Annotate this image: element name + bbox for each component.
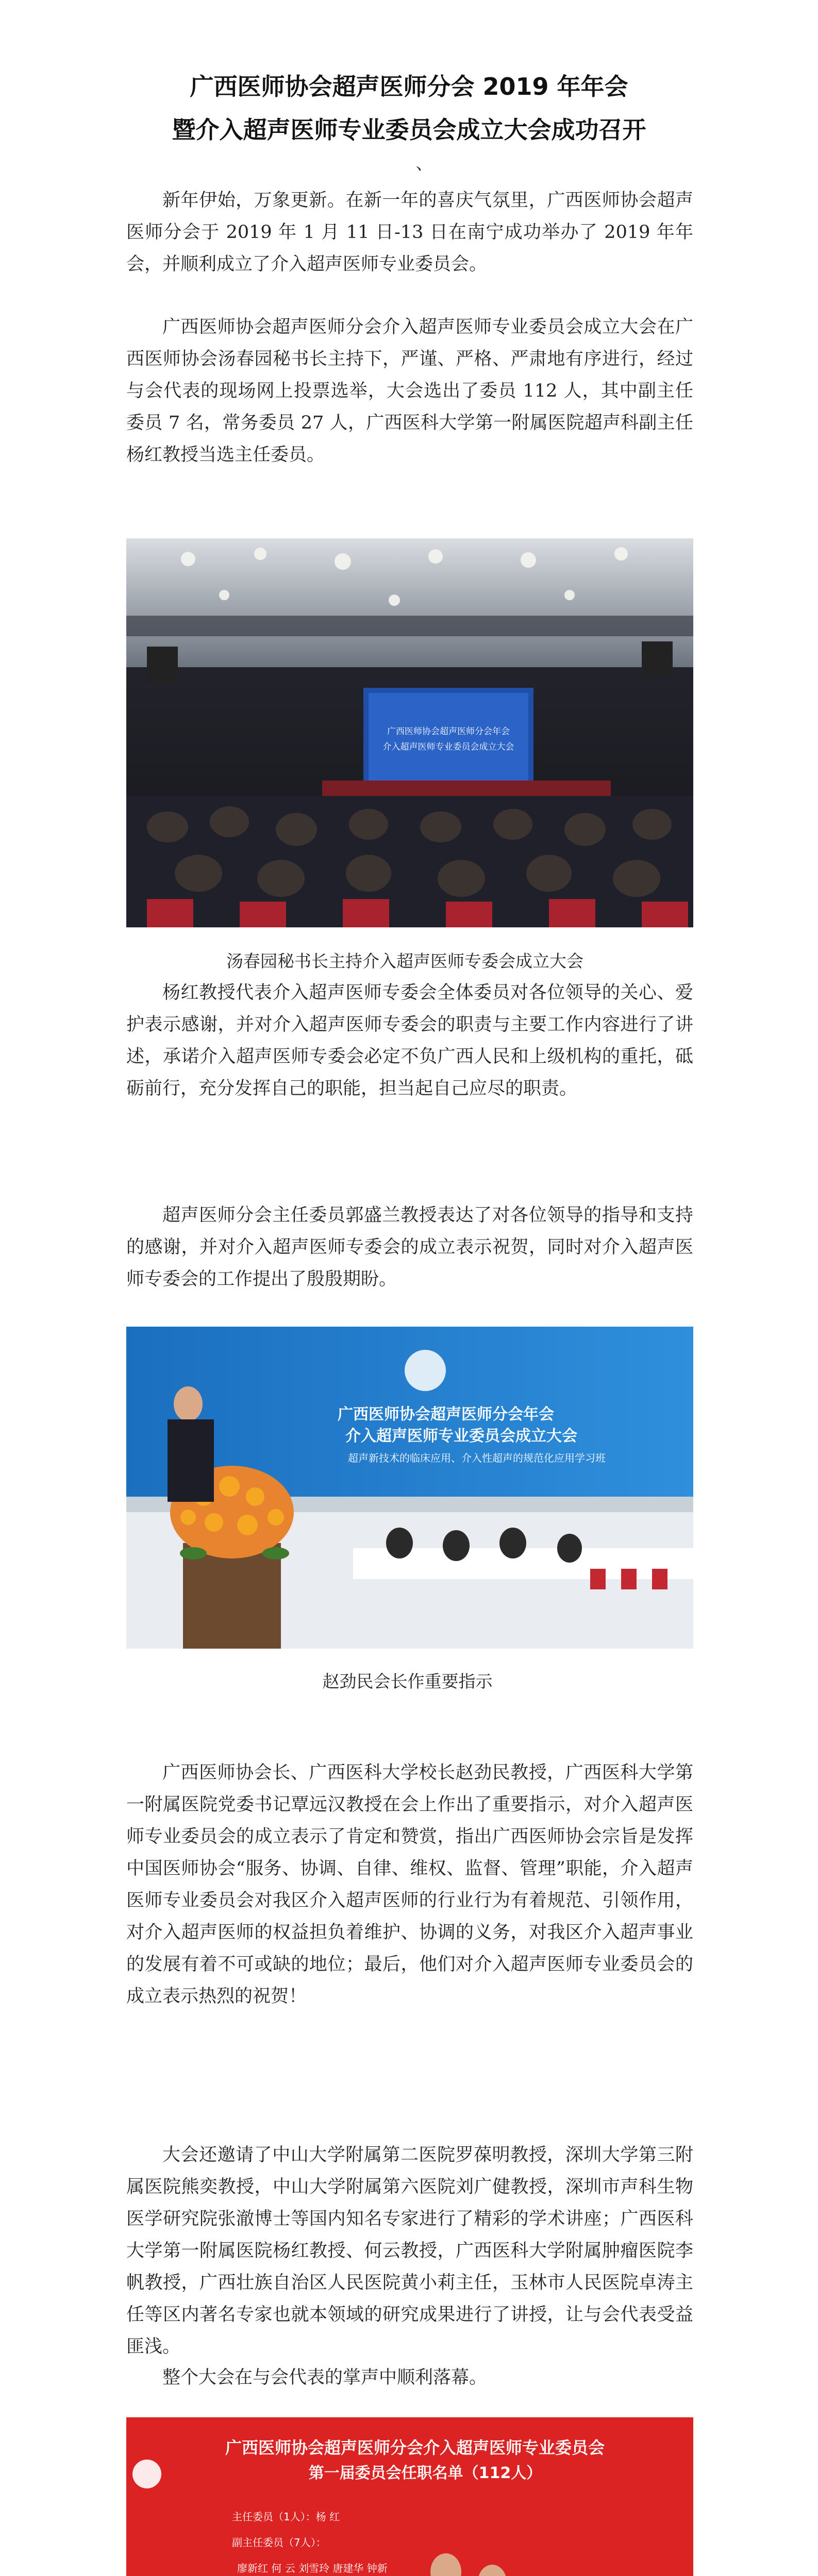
photo2-banner-line3: 超声新技术的临床应用、介入性超声的规范化应用学习班 xyxy=(348,1452,606,1464)
photo-conference-hall xyxy=(126,538,693,927)
photo3-banner-line5: 廖新红 何 云 刘雪玲 唐建华 钟新 xyxy=(237,2562,388,2574)
paragraph-intro: 新年伊始，万象更新。在新一年的喜庆气氛里，广西医师协会超声医师分会于 2019 年 1 月 11 日-13 日在南宁成功举办了 2019 年年会，并顺利成立了介入超声医师专业委员会。 xyxy=(126,190,693,275)
photo3-banner-line2: 第一届委员会任职名单（112人） xyxy=(308,2464,542,2482)
paragraph-zhao-jinmin: 广西医师协会长、广西医科大学校长赵劲民教授，广西医科大学第一附属医院党委书记覃远汉教授在会上作出了重要指示，对介入超声医师专业委员会的成立表示了肯定和赞赏，指出广西医师协会宗旨是发挥中国医师协会“服务、协调、自律、维权、监督、管理”职能，介入超声医师专业委员会对我区介入超声医师的行业行为有着规范、引领作用，对介入超声医师的权益担负着维护、协调的义务，对我区介入超声事业的发展有着不可或缺的地位；最后，他们对介入超声医师专业委员会的成立表示热烈的祝贺！ xyxy=(126,1762,693,2007)
title-mark: 、 xyxy=(415,154,433,174)
photo3-banner-line4: 副主任委员（7人）： xyxy=(232,2536,326,2549)
caption-photo1: 汤春园秘书长主持介入超声医师专委会成立大会 xyxy=(226,951,583,971)
paragraph-closing: 整个大会在与会代表的掌声中顺利落幕。 xyxy=(162,2367,488,2388)
photo3-banner-line1: 广西医师协会超声医师分会介入超声医师专业委员会 xyxy=(225,2438,605,2458)
photo-speech xyxy=(126,1327,693,1649)
paragraph-guo-shenglan: 超声医师分会主任委员郭盛兰教授表达了对各位领导的指导和支持的感谢，并对介入超声医师专委会的成立表示祝贺，同时对介入超声医师专委会的工作提出了殷殷期盼。 xyxy=(126,1205,693,1290)
article-title-line1: 广西医师协会超声医师分会 2019 年年会 xyxy=(190,73,628,100)
paragraph-yang-hong: 杨红教授代表介入超声医师专委会全体委员对各位领导的关心、爱护表示感谢，并对介入超声医师专委会的职责与主要工作内容进行了讲述，承诺介入超声医师专委会必定不负广西人民和上级机构的重托，砥砺前行，充分发挥自己的职能，担当起自己应尽的职责。 xyxy=(126,982,693,1099)
paragraph-lectures: 大会还邀请了中山大学附属第二医院罗葆明教授，深圳大学第三附属医院熊奕教授，中山大学附属第六医院刘广健教授，深圳市声科生物医学研究院张澈博士等国内知名专家进行了精彩的学术讲座；广西医科大学第一附属医院杨红教授、何云教授，广西医科大学附属肿瘤医院李帆教授，广西壮族自治区人民医院黄小莉主任，玉林市人民医院卓涛主任等区内著名专家也就本领域的研究成果进行了讲授，让与会代表受益匪浅。 xyxy=(126,2145,693,2357)
photo2-banner-line2: 介入超声医师专业委员会成立大会 xyxy=(345,1427,577,1445)
photo-certificate xyxy=(126,2417,693,2576)
caption-photo2: 赵劲民会长作重要指示 xyxy=(322,1671,493,1691)
article-title-line2: 暨介入超声医师专业委员会成立大会成功召开 xyxy=(172,116,646,144)
paragraph-election: 广西医师协会超声医师分会介入超声医师专业委员会成立大会在广西医师协会汤春园秘书长主持下，严谨、严格、严肃地有序进行，经过与会代表的现场网上投票选举，大会选出了委员 112 人，其中副主任委员 7 名，常务委员 27 人，广西医科大学第一附属医院超声科副主任杨红教授当选主任委员。 xyxy=(126,317,693,465)
photo2-banner-line1: 广西医师协会超声医师分会年会 xyxy=(338,1405,554,1423)
photo1-banner-line2: 介入超声医师专业委员会成立大会 xyxy=(382,742,514,752)
photo3-banner-line3: 主任委员（1人）：杨 红 xyxy=(232,2511,340,2523)
photo1-banner-line1: 广西医师协会超声医师分会年会 xyxy=(387,726,510,737)
